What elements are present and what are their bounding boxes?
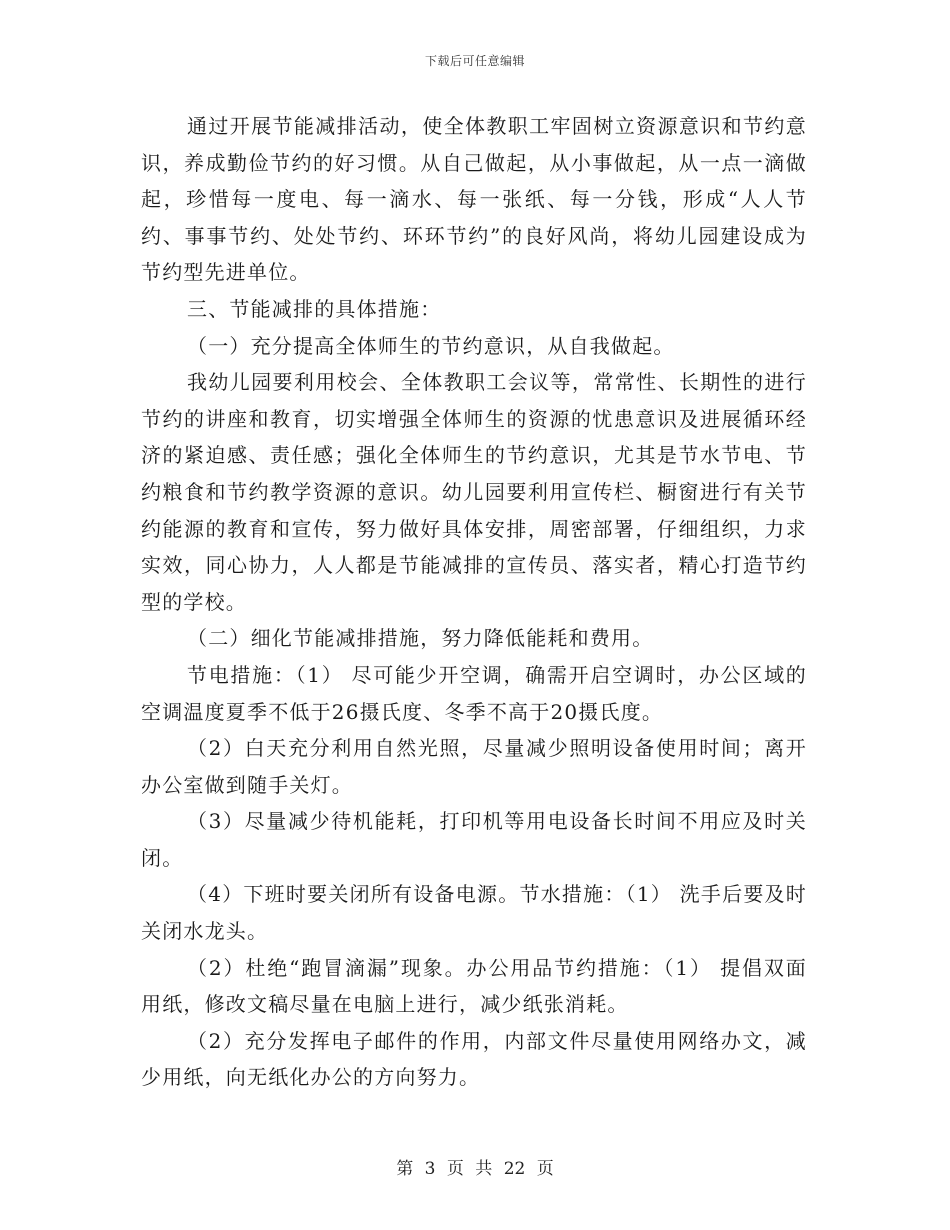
page-header: 下载后可任意编辑 [424, 54, 525, 68]
paragraph-education: 我幼儿园要利用校会、全体教职工会议等，常常性、长期性的进行节约的讲座和教育，切实增强全体师生的资源的忧患意识及进展循环经济的紧迫感、责任感；强化全体师生的节约意识，尤其是节水节电、节约粮食和节约教学资源的意识。幼儿园要利用宣传栏、橱窗进行有关节约能源的教育和宣传，努力做好具体安排，周密部署，仔细组织，力求实效，同心协力，人人都是节能减排的宣传员、落实者，精心打造节约型的学校。 [141, 370, 807, 614]
page-number-footer: 第 3 页 共 22 页 [396, 1159, 554, 1179]
subheading-awareness: （一）充分提高全体师生的节约意识，从自我做起。 [187, 333, 675, 358]
paragraph-paper-2: （2）充分发挥电子邮件的作用，内部文件尽量使用网络办文，减少用纸，向无纸化办公的方向努力。 [141, 1028, 807, 1090]
paragraph-electricity-3: （3）尽量减少待机能耗，打印机等用电设备长时间不用应及时关闭。 [141, 809, 807, 870]
paragraph-water-2-paper: （2）杜绝“跑冒滴漏”现象。办公用品节约措施：（1） 提倡双面用纸，修改文稿尽量在电脑上进行，减少纸张消耗。 [141, 955, 807, 1017]
section-heading-measures: 三、节能减排的具体措施： [187, 296, 442, 321]
document-body [141, 108, 807, 1096]
paragraph-electricity-1: 节电措施：（1） 尽可能少开空调，确需开启空调时，办公区域的空调温度夏季不低于26摄氏度、冬季不高于20摄氏度。 [141, 662, 807, 724]
paragraph-electricity-2: （2）白天充分利用自然光照，尽量减少照明设备使用时间；离开办公室做到随手关灯。 [141, 736, 807, 797]
paragraph-intro: 通过开展节能减排活动，使全体教职工牢固树立资源意识和节约意识，养成勤俭节约的好习惯。从自己做起，从小事做起，从一点一滴做起，珍惜每一度电、每一滴水、每一张纸、每一分钱，形成“人人节约、事事节约、处处节约、环环节约”的良好风尚，将幼儿园建设成为节约型先进单位。 [141, 114, 807, 285]
paragraph-electricity-4-water: （4）下班时要关闭所有设备电源。节水措施：（1） 洗手后要及时关闭水龙头。 [141, 882, 807, 944]
subheading-detailed-measures: （二）细化节能减排措施，努力降低能耗和费用。 [187, 626, 654, 651]
